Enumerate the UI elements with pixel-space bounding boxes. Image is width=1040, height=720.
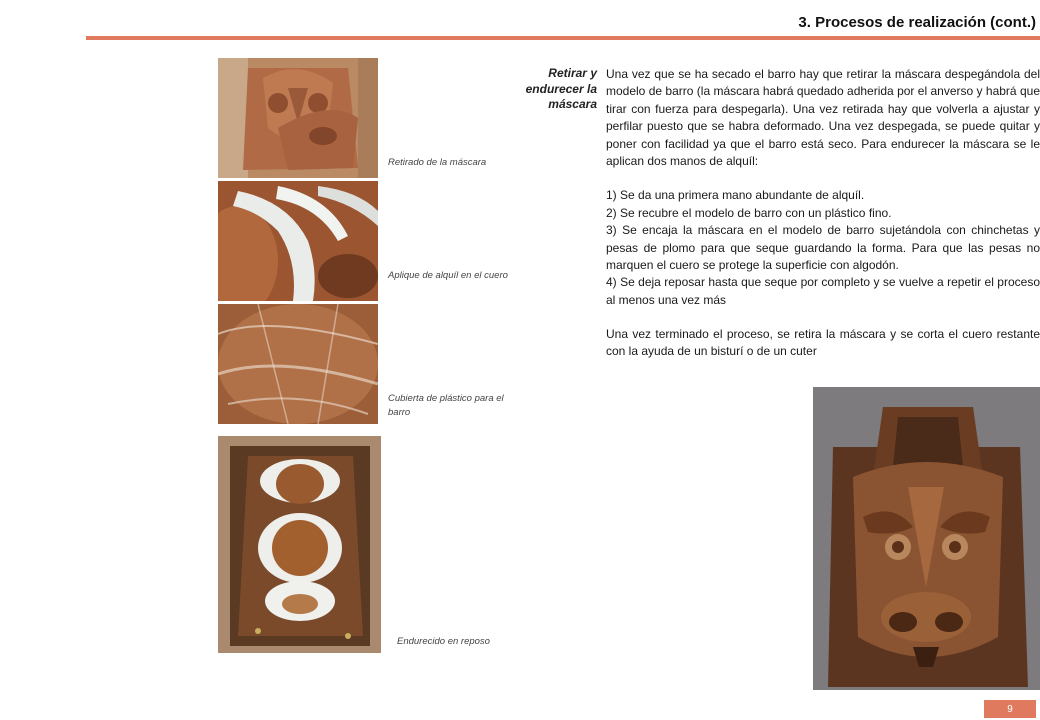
plastic-cover-caption: Cubierta de plástico para el barro	[388, 393, 504, 418]
conclusion-paragraph: Una vez terminado el proceso, se retira la máscara y se corta el cuero restante con la ayuda de un bisturí o de un cuter	[606, 327, 1040, 359]
step-item: 4) Se deja reposar hasta que seque por completo y se vuelve a repetir el proceso al menos una vez más	[606, 275, 1040, 307]
hardening-photo	[218, 436, 381, 653]
mask-removal-caption: Retirado de la máscara	[388, 157, 487, 168]
intro-paragraph: Una vez que se ha secado el barro hay que retirar la máscara despegándola del modelo de barro (la máscara habrá quedado adherida por el anverso y habrá que tirar con fuerza para despegarla). Una vez retirada hay que volverla a ajustar y perfilar puesto que se habra deformado. Una vez despegada, se puede quitar y poner con facilidad ya que el barro está seco. Para endurecer la máscara se le aplican dos manos de alquíl:	[606, 67, 1040, 168]
step-item: 3) Se encaja la máscara en el modelo de barro sujetándola con chinchetas y pesas de plomo para que seque guardando la forma. Para que las pesas no marquen el cuero se protege la superficie con algodón.	[606, 223, 1040, 272]
hardening-caption: Endurecido en reposo	[397, 636, 490, 647]
plastic-cover-photo	[218, 304, 378, 424]
step-item: 1) Se da una primera mano abundante de alquíl.	[606, 188, 865, 203]
page-number: 9	[984, 700, 1036, 718]
title-rule	[86, 36, 1040, 40]
body-text	[606, 66, 1040, 361]
step-item: 2) Se recubre el modelo de barro con un plástico fino.	[606, 205, 892, 220]
mask-removal-photo	[218, 58, 378, 178]
alquil-application-caption: Aplique de alquíl en el cuero	[388, 270, 508, 281]
page-title: 3. Procesos de realización (cont.)	[798, 14, 1036, 31]
finished-mask-photo	[813, 387, 1040, 690]
alquil-application-photo	[218, 181, 378, 301]
section-label: Retirar y endurecer la máscara	[525, 66, 597, 112]
